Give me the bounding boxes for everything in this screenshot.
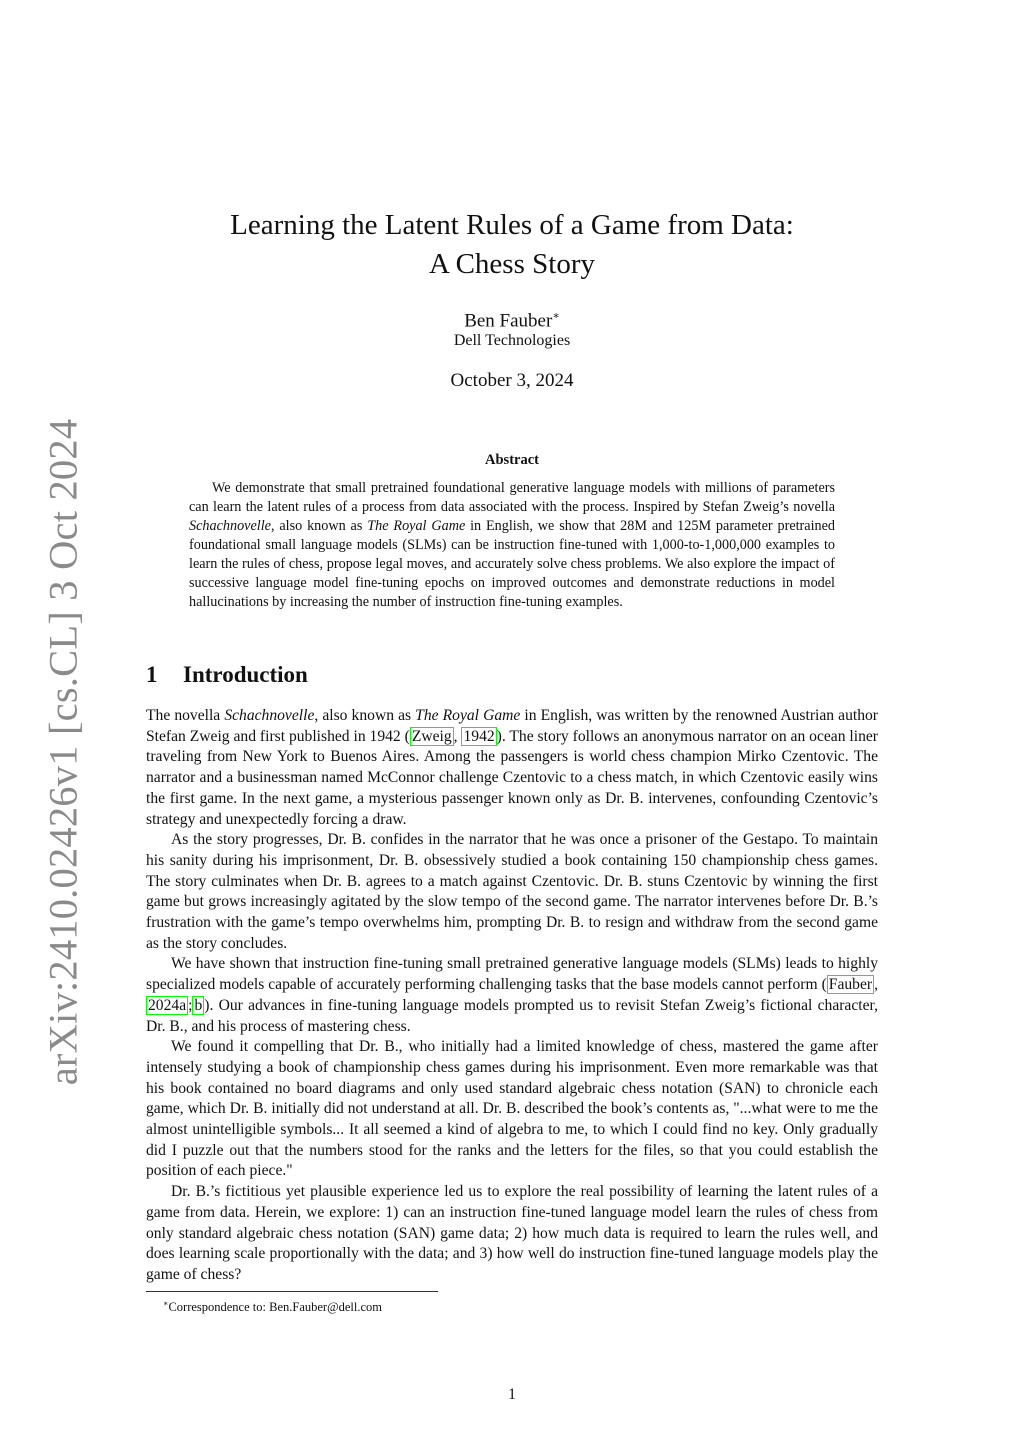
- paragraph-text: ;: [188, 996, 193, 1014]
- footnote-mark: ∗: [163, 1299, 169, 1308]
- paragraph-text: ,: [453, 727, 462, 745]
- footnote-text: Correspondence to: Ben.Fauber@dell.com: [168, 1300, 382, 1315]
- abstract-italic-title: The Royal Game: [367, 518, 466, 534]
- author-name: Ben Fauber: [464, 310, 553, 332]
- abstract-italic-title: Schachnovelle: [189, 518, 271, 534]
- paragraph-text: , also known as: [314, 707, 416, 724]
- author: [146, 304, 878, 333]
- paragraph-text: The novella: [146, 707, 225, 724]
- section-number: 1: [146, 662, 158, 687]
- author-footnote-mark: ∗: [552, 310, 560, 322]
- paragraph-1: [146, 706, 878, 830]
- paper-title: [146, 206, 878, 284]
- italic-title: The Royal Game: [415, 707, 521, 724]
- page-number: 1: [508, 1386, 516, 1403]
- paragraph-2: As the story progresses, Dr. B. confides in the narrator that he was once a prisoner of the Gestapo. To maintain his sanity during his imprisonment, Dr. B. obsessively studied a book containing 150 championship chess games. The story culminates when Dr. B. agrees to a match against Czentovic. Dr. B. stuns Czentovic by winning the first game but grows increasingly agitated by the slow tempo of the second game. The narrator intervenes before Dr. B.’s frustration with the game’s tempo overwhelms him, prompting Dr. B. to resign and withdraw from the second game as the story concludes.: [146, 831, 878, 952]
- footnote-divider: [146, 1291, 438, 1292]
- citation-link-fauber[interactable]: Fauber: [828, 976, 873, 994]
- abstract-body: [189, 479, 835, 612]
- paragraph-text: ,: [874, 976, 878, 994]
- introduction-body: [146, 706, 878, 1286]
- paragraph-3: [146, 954, 878, 1037]
- paragraph-text: ). The story follows an anonymous narrator on an ocean liner traveling from New York to Buenos Aires. Among the passengers is world chess champion Mirko Czentovic. The narrator and a businessman named McConnor challenge Czentovic to a chess match, in which Czentovic easily wins the first game. In the next game, a mysterious passenger known only as Dr. B. intervenes, confounding Czentovic’s strategy and unexpectedly forcing a draw.: [146, 727, 879, 828]
- arxiv-identifier-stamp: arXiv:2410.02426v1 [cs.CL] 3 Oct 2024: [40, 418, 86, 1086]
- section-heading-introduction: [146, 660, 308, 690]
- paragraph-text: ). Our advances in fine-tuning language models prompted us to revisit Stefan Zweig’s fictional character, Dr. B., and his process of mastering chess.: [146, 996, 878, 1035]
- abstract-paragraph: [189, 479, 835, 612]
- publication-date: October 3, 2024: [450, 370, 574, 391]
- abstract-heading: Abstract: [485, 452, 539, 468]
- title-line-1: Learning the Latent Rules of a Game from Data:: [230, 209, 794, 241]
- abstract-text: , also known as: [270, 518, 368, 534]
- abstract-text: We demonstrate that small pretrained foundational generative language models with millions of parameters can learn the latent rules of a process from data associated with the process. Inspired by Stefan Zweig’s novella: [189, 480, 835, 515]
- italic-title: Schachnovelle: [224, 707, 315, 724]
- paragraph-text: We have shown that instruction fine-tuning small pretrained generative language models (SLMs) leads to highly specialized models capable of accurately performing challenging tasks that the base models cannot perform (: [146, 955, 878, 994]
- citation-link-zweig-year[interactable]: 1942: [463, 727, 495, 745]
- title-line-2: A Chess Story: [429, 248, 595, 280]
- paragraph-4: We found it compelling that Dr. B., who initially had a limited knowledge of chess, mastered the game after intensely studying a book of championship chess games during his imprisonment. Even more remarkable was that his book contained no board diagrams and only used standard algebraic chess notation (SAN) to chronicle each game, which Dr. B. initially did not understand at all. Dr. B. described the book’s contents as, "...what were to me the almost unintelligible symbols... It all seemed a kind of algebra to me, to which I could find no key. Only gradually did I puzzle out that the numbers stood for the ranks and the letters for the files, so that you could establish the position of each piece.": [146, 1038, 878, 1180]
- footnote: [163, 1296, 382, 1315]
- paragraph-text: in English, was written by the renowned Austrian author Stefan Zweig and first published in 1942 (: [146, 707, 878, 745]
- abstract-text: in English, we show that 28M and 125M parameter pretrained foundational small language models (SLMs) can be instruction fine-tuned with 1,000-to-1,000,000 examples to learn the rules of chess, propose legal moves, and accurately solve chess problems. We also explore the impact of successive language model fine-tuning epochs on improved outcomes and demonstrate reductions in model hallucinations by increasing the number of instruction fine-tuning examples.: [189, 518, 836, 610]
- paragraph-5: Dr. B.’s fictitious yet plausible experience led us to explore the real possibility of learning the latent rules of a game from data. Herein, we explore: 1) can an instruction fine-tuned language model learn the rules of chess from only standard algebraic chess notation (SAN) game data; 2) how much data is required to learn the rules well, and does learning scale proportionally with the data; and 3) how well do instruction fine-tuned language models play the game of chess?: [146, 1183, 878, 1283]
- citation-link-zweig[interactable]: Zweig: [411, 727, 452, 745]
- affiliation: Dell Technologies: [453, 332, 571, 349]
- section-title: Introduction: [183, 662, 308, 687]
- citation-link-fauber-2024b[interactable]: b: [194, 996, 203, 1014]
- citation-link-fauber-2024a[interactable]: 2024a: [148, 996, 187, 1014]
